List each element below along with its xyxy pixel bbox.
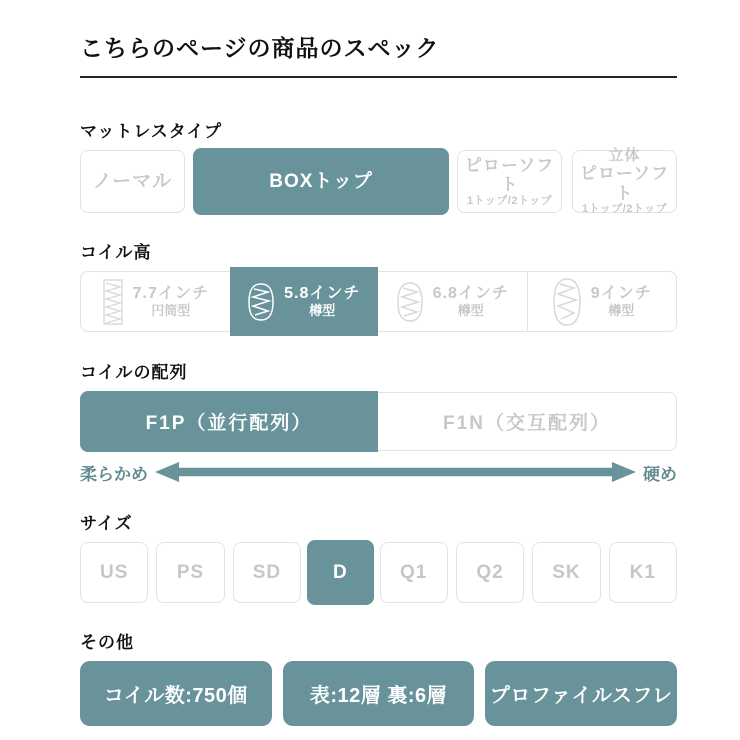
size-option-label: Q2 [476, 561, 504, 583]
size-option-sd[interactable] [233, 542, 301, 603]
coil-barrel-tall-icon [552, 277, 582, 327]
badge-label: プロファイルスフレ [489, 685, 673, 707]
badge-label: 表:12層 裏:6層 [309, 685, 448, 707]
option-label: F1P（並行配列） [145, 413, 313, 434]
size-option-label: K1 [629, 561, 656, 583]
coil-height-option-9inch[interactable] [527, 272, 677, 331]
coil-size-text: 5.8インチ [284, 285, 361, 303]
coil-shape-text: 樽型 [608, 303, 635, 319]
coil-barrel-icon [247, 282, 275, 322]
coil-height-label: コイル高 [80, 243, 152, 262]
coil-count-badge [80, 661, 272, 726]
mattress-type-option-normal[interactable] [80, 150, 185, 213]
title-underline [80, 76, 677, 78]
size-option-q1[interactable] [380, 542, 448, 603]
other-label: その他 [80, 633, 134, 652]
coil-size-text: 7.7インチ [132, 285, 209, 303]
badge-label: コイル数:750個 [103, 685, 248, 707]
size-option-label: US [99, 561, 129, 583]
coil-shape-text: 樽型 [309, 303, 336, 319]
option-label: ピローソフト [464, 155, 555, 195]
coil-cylinder-icon [102, 278, 124, 326]
coil-shape-text: 円筒型 [151, 303, 191, 319]
size-option-label: SD [252, 561, 282, 583]
size-option-label: D [332, 561, 348, 583]
size-option-us[interactable] [80, 542, 148, 603]
coil-array-row [80, 392, 677, 451]
coil-height-row [80, 271, 677, 332]
size-option-k1[interactable] [609, 542, 677, 603]
page-title: こちらのページの商品のスペック [80, 35, 440, 61]
size-option-label: PS [176, 561, 205, 583]
firmness-firm-label: 硬め [643, 464, 677, 484]
coil-shape-text: 樽型 [457, 303, 484, 319]
coil-barrel-icon [396, 281, 424, 323]
coil-size-text: 9インチ [590, 285, 652, 303]
other-badge-row [80, 661, 677, 726]
coil-array-option-f1p-selected[interactable] [80, 391, 378, 452]
option-sublabel: 1トップ/2トップ [467, 194, 553, 207]
option-label: ノーマル [92, 170, 173, 192]
option-label: F1N（交互配列） [443, 413, 611, 434]
size-label: サイズ [80, 514, 133, 533]
coil-array-label: コイルの配列 [80, 363, 188, 382]
coil-height-option-7-7inch[interactable] [81, 272, 230, 331]
size-row [80, 542, 677, 603]
size-option-q2[interactable] [456, 542, 524, 603]
mattress-type-option-3d-pillowsoft[interactable] [572, 147, 677, 216]
firmness-soft-label: 柔らかめ [80, 464, 148, 484]
product-spec-panel [80, 0, 677, 726]
coil-height-option-6-8inch[interactable] [378, 272, 527, 331]
option-label2: ピローソフト [579, 164, 670, 203]
layer-count-badge [283, 661, 475, 726]
coil-height-option-5-8inch-selected[interactable] [230, 267, 379, 336]
size-option-label: Q1 [400, 561, 428, 583]
option-label: 立体 [608, 147, 641, 165]
size-option-d-selected[interactable] [307, 540, 373, 605]
mattress-type-option-boxtop-selected[interactable] [193, 148, 449, 215]
size-option-sk[interactable] [532, 542, 600, 603]
coil-size-text: 6.8インチ [432, 285, 509, 303]
double-arrow-icon [155, 461, 636, 483]
size-option-ps[interactable] [156, 542, 224, 603]
mattress-type-option-pillowsoft[interactable] [457, 150, 562, 213]
profile-badge [485, 661, 677, 726]
firmness-scale [80, 460, 677, 484]
coil-array-option-f1n[interactable] [378, 393, 676, 450]
size-option-label: SK [552, 561, 581, 583]
option-label: BOXトップ [269, 170, 373, 192]
mattress-type-row [80, 147, 677, 216]
mattress-type-label: マットレスタイプ [80, 122, 222, 141]
option-sublabel: 1トップ/2トップ [581, 203, 668, 216]
